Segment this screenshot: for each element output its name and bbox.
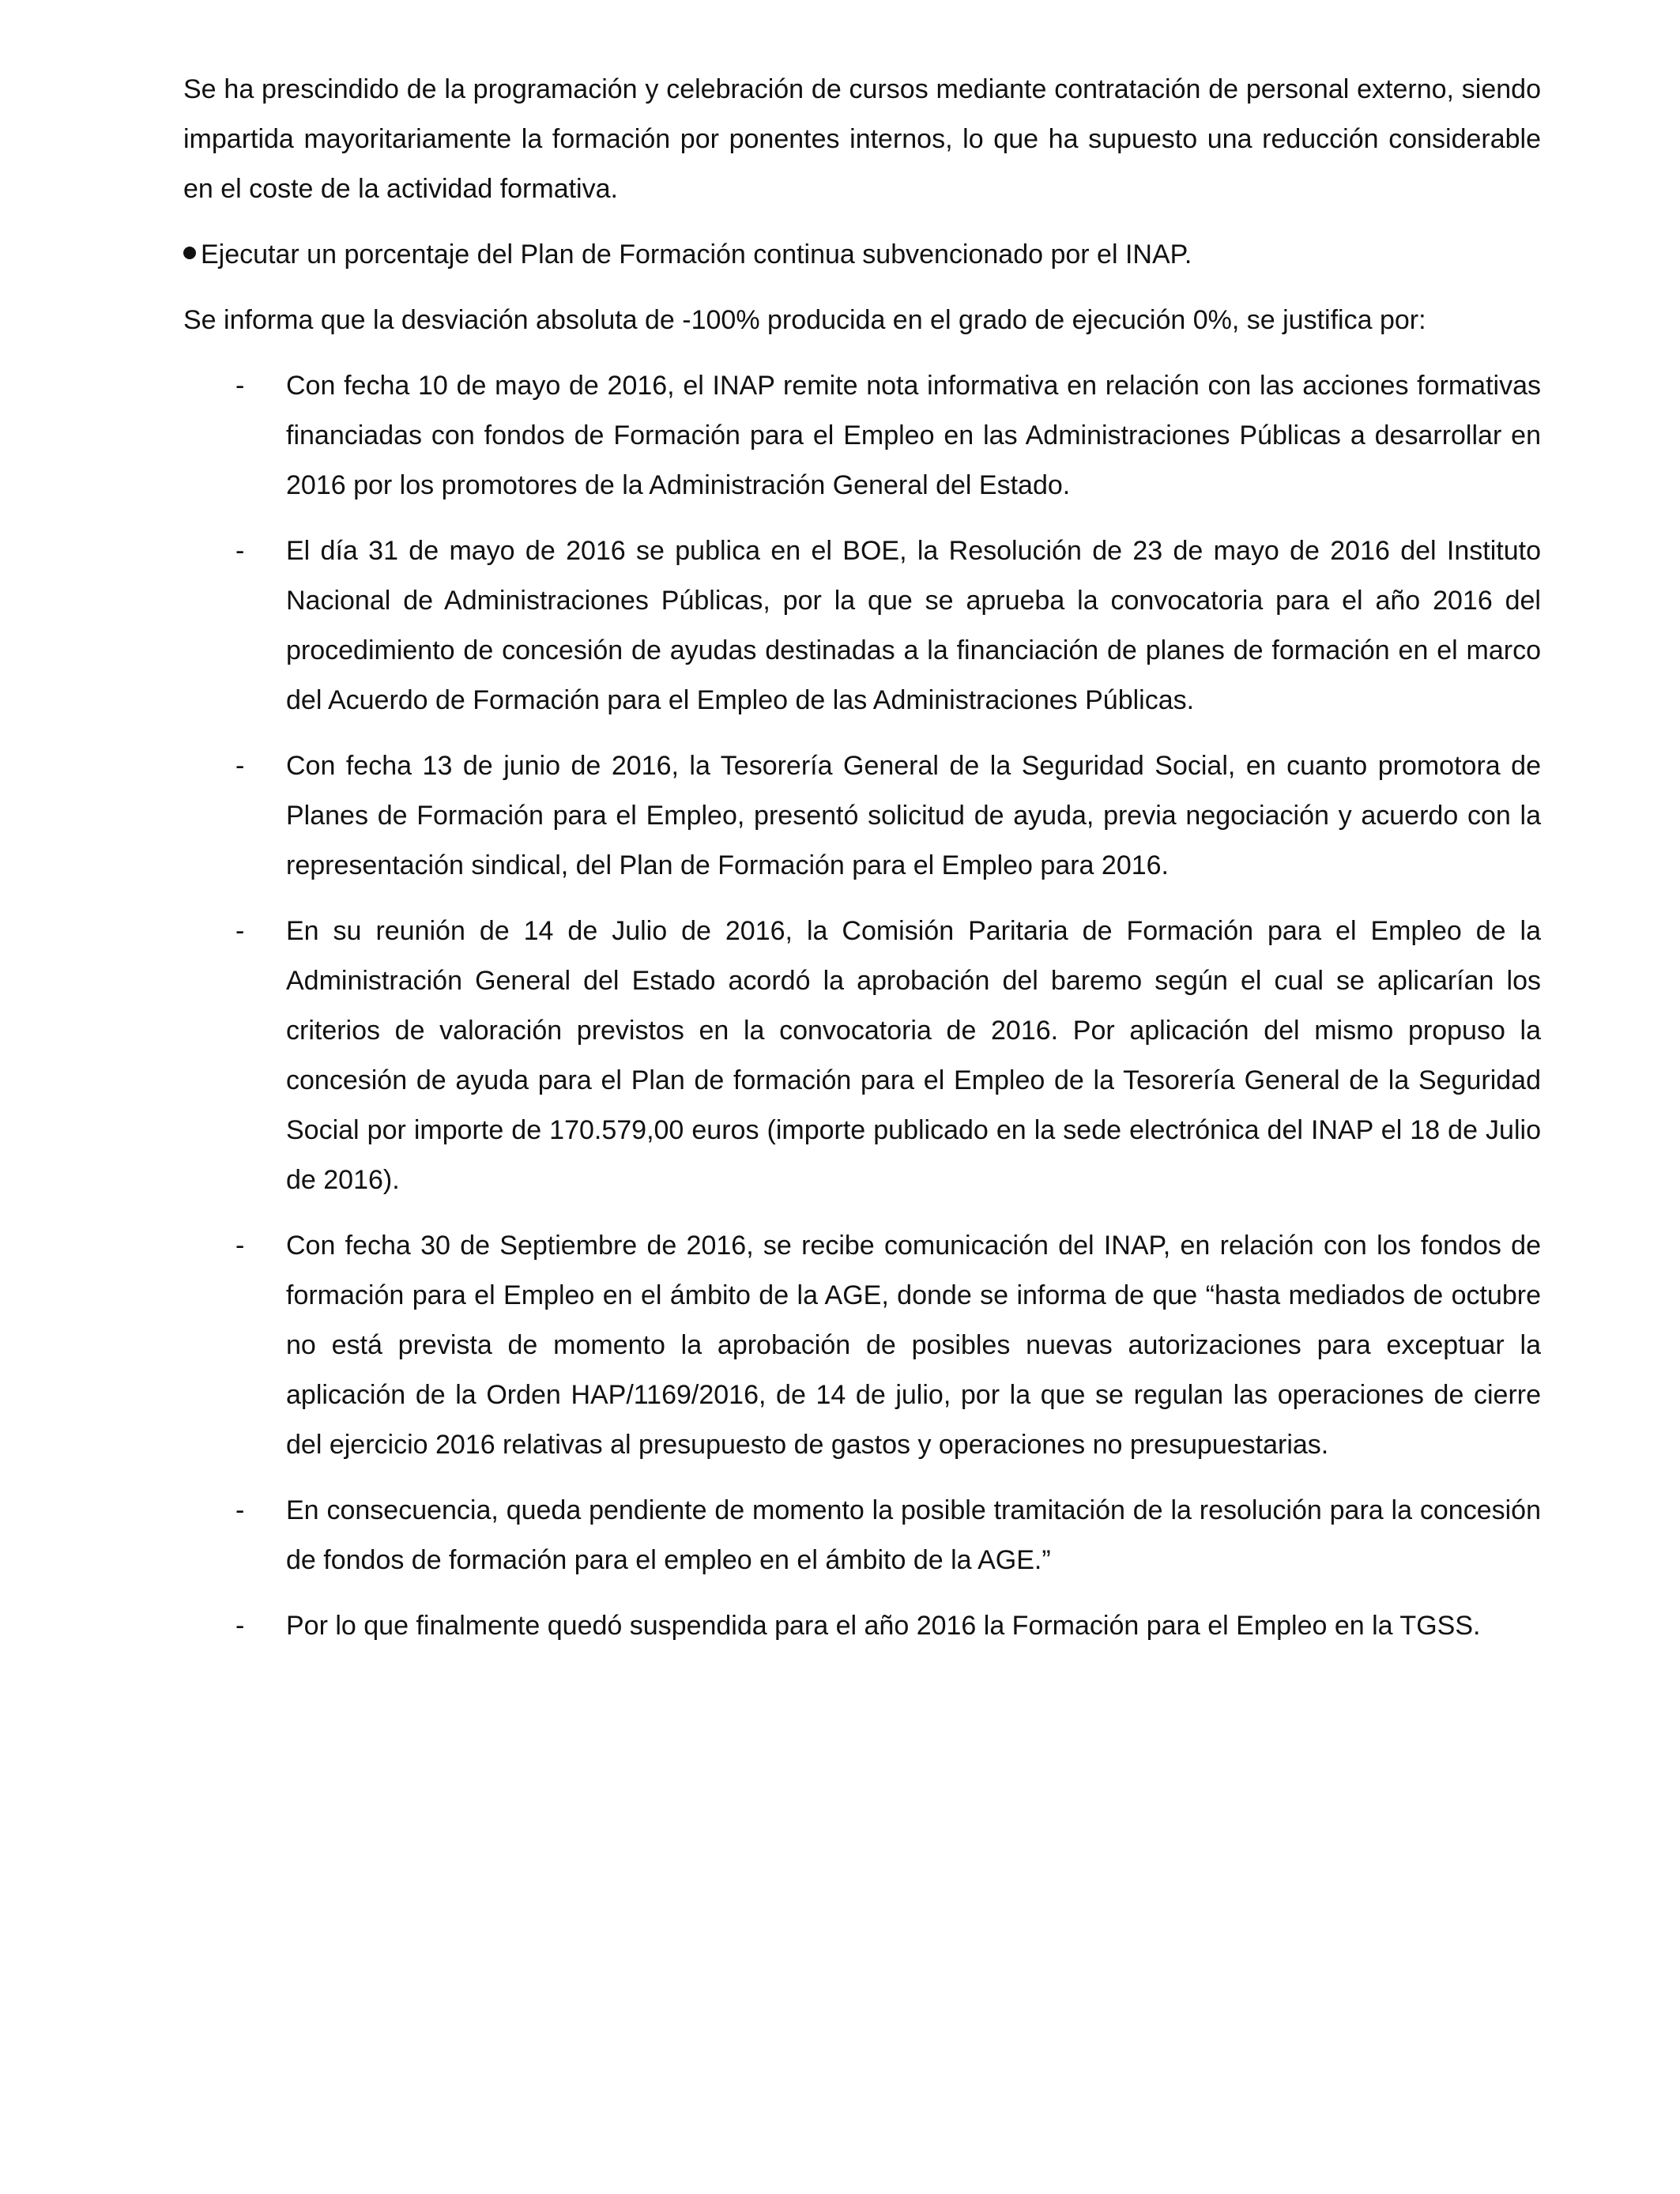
list-item-text: Por lo que finalmente quedó suspendida para el año 2016 la Formación para el Empleo en la TGSS. [286,1611,1481,1641]
dash-marker: - [235,371,245,401]
intro-paragraph: Se ha prescindido de la programación y celebración de cursos mediante contratación de personal externo, siendo impartida mayoritariamente la formación por ponentes internos, lo que ha supuesto una reducción considerable en el coste de la actividad formativa. [183,74,1541,204]
list-item-text: En su reunión de 14 de Julio de 2016, la Comisión Paritaria de Formación para el Empleo de la Administración General del Estado acordó la aprobación del baremo según el cual se aplicarían los criterios de valoración previstos en la convocatoria de 2016. Por aplicación del mismo propuso la concesión de ayuda para el Plan de formación para el Empleo de la Tesorería General de la Seguridad Social por importe de 170.579,00 euros (importe publicado en la sede electrónica del INAP el 18 de Julio de 2016). [286,916,1541,1195]
list-item [183,526,1541,726]
list-item [183,1486,1541,1585]
list-item [183,1221,1541,1470]
list-item [183,1601,1541,1651]
document-body [183,65,1541,1667]
bullet-heading-text: Ejecutar un porcentaje del Plan de Formación continua subvencionado por el INAP. [201,239,1192,270]
dash-marker: - [235,1495,245,1525]
dash-marker: - [235,916,245,946]
dash-marker: - [235,751,245,781]
justification-intro: Se informa que la desviación absoluta de -100% producida en el grado de ejecución 0%, se justifica por: [183,305,1426,335]
list-item-text: Con fecha 30 de Septiembre de 2016, se recibe comunicación del INAP, en relación con los fondos de formación para el Empleo en el ámbito de la AGE, donde se informa de que “hasta mediados de octubre no está prevista de momento la aprobación de posibles nuevas autorizaciones para exceptuar la aplicación de la Orden HAP/1169/2016, de 14 de julio, por la que se regulan las operaciones de cierre del ejercicio 2016 relativas al presupuesto de gastos y operaciones no presupuestarias. [286,1231,1541,1460]
list-item-text: El día 31 de mayo de 2016 se publica en el BOE, la Resolución de 23 de mayo de 2016 del Instituto Nacional de Administraciones Públicas, por la que se aprueba la convocatoria para el año 2016 del procedimiento de concesión de ayudas destinadas a la financiación de planes de formación en el marco del Acuerdo de Formación para el Empleo de las Administraciones Públicas. [286,536,1541,715]
list-item-text: Con fecha 10 de mayo de 2016, el INAP remite nota informativa en relación con las acciones formativas financiadas con fondos de Formación para el Empleo en las Administraciones Públicas a desarrollar en 2016 por los promotores de la Administración General del Estado. [286,371,1541,500]
justification-list [183,361,1541,1651]
list-item [183,361,1541,511]
dash-marker: - [235,536,245,566]
bullet-dot-icon [183,247,196,259]
list-item-text: En consecuencia, queda pendiente de momento la posible tramitación de la resolución para la concesión de fondos de formación para el empleo en el ámbito de la AGE.” [286,1495,1541,1575]
dash-marker: - [235,1231,245,1261]
list-item [183,741,1541,891]
list-item-text: Con fecha 13 de junio de 2016, la Tesorería General de la Seguridad Social, en cuanto promotora de Planes de Formación para el Empleo, presentó solicitud de ayuda, previa negociación y acuerdo con la representación sindical, del Plan de Formación para el Empleo para 2016. [286,751,1541,880]
bullet-heading [183,230,1541,280]
dash-marker: - [235,1611,245,1641]
list-item [183,907,1541,1205]
